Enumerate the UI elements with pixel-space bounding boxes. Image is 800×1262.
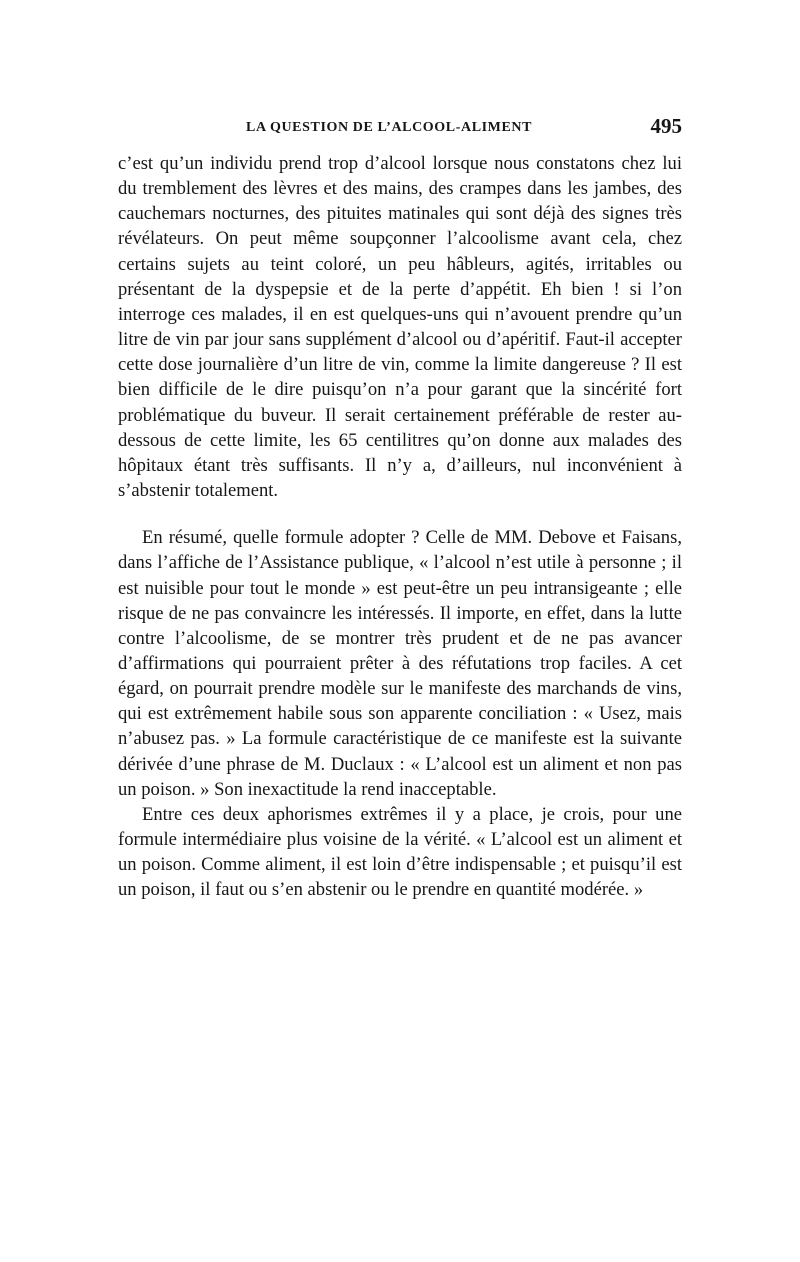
paragraph-intermediate-formula: Entre ces deux aphorismes extrêmes il y a place, je crois, pour une formule intermédiaire plus voisine de la vérité. « L’alcool est un aliment et un poison. Comme aliment, il est loin d’être indispensable ; et puisqu’il est un poison, il faut ou s’en abstenir ou le prendre en quantité modérée. » xyxy=(118,803,682,901)
running-title: LA QUESTION DE L’ALCOOL-ALIMENT xyxy=(246,120,533,135)
paragraph-summary-formula: En résumé, quelle formule adopter ? Celle de MM. Debove et Faisans, dans l’affiche de l’Assistance publique, « l’alcool n’est utile à personne ; il est nuisible pour tout le monde » est peut-être un peu intransigeante ; elle risque de ne pas convaincre les intéressés. Il importe, en effet, dans la lutte contre l’alcoolisme, de se montrer très prudent et de ne pas avancer d’affirmations qui pourraient prêter à des réfutations trop faciles. A cet égard, on pourrait prendre modèle sur le manifeste des marchands de vins, qui est extrêmement habile sous son apparente conciliation : « Usez, mais n’abusez pas. » La formule caractéristique de ce manifeste est la suivante dérivée d’une phrase de M. Duclaux : « L’alcool est un aliment et non pas un poison. » Son inexactitude la rend inacceptable. xyxy=(118,527,682,800)
page-number: 495 xyxy=(650,114,682,138)
body-text xyxy=(118,151,682,903)
running-head xyxy=(118,114,682,144)
paragraph-alcohol-signs: c’est qu’un individu prend trop d’alcool lorsque nous constatons chez lui du tremblement des lèvres et des mains, des crampes dans les jambes, des cauchemars nocturnes, des pituites matinales qui sont déjà des signes très révélateurs. On peut même soupçonner l’alcoolisme avant cela, chez certains sujets au teint coloré, un peu hâbleurs, agités, irritables ou présentant de la dyspepsie et de la perte d’appétit. Eh bien ! si l’on interroge ces malades, il en est quelques-uns qui n’avouent prendre qu’un litre de vin par jour sans supplément d’alcool ou d’apéritif. Faut-il accepter cette dose journalière d’un litre de vin, comme la limite dangereuse ? Il est bien difficile de le dire puisqu’on n’a pour garant que la sincérité fort problématique du buveur. Il serait certainement préférable de rester au-dessous de cette limite, les 65 centilitres qu’on donne aux malades des hôpitaux étant très suffisants. Il n’y a, d’ailleurs, nul inconvénient à s’abstenir totalement. xyxy=(118,153,682,502)
